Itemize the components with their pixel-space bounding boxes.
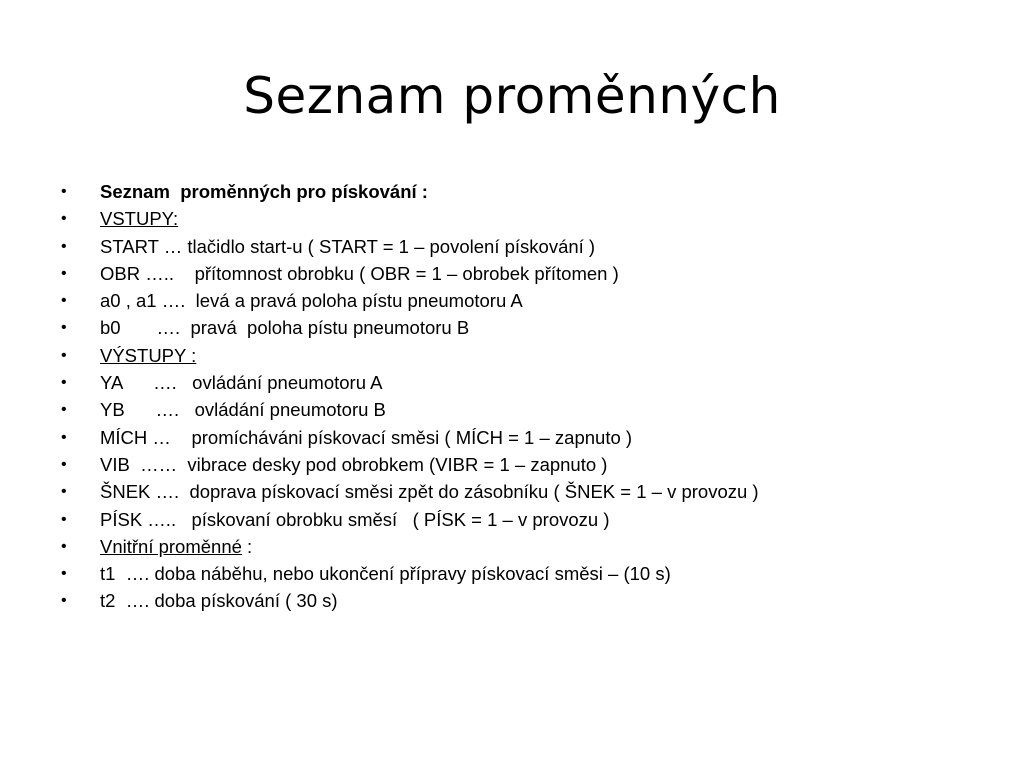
list-item-text: START … tlačidlo start-u ( START = 1 – povolení pískování ): [100, 235, 596, 257]
bullet-icon: •: [61, 319, 67, 337]
bullet-list: [0, 178, 1024, 615]
bullet-icon: •: [61, 183, 67, 200]
list-item-text: t1 …. doba náběhu, nebo ukončení přípravy pískovací směsi – (10 s): [100, 563, 671, 585]
list-item: [0, 260, 1024, 287]
bullet-icon: •: [61, 292, 67, 310]
bullet-icon: •: [61, 428, 67, 446]
bullet-icon: •: [61, 537, 67, 555]
list-item: [0, 533, 1024, 560]
slide-title: Seznam proměnných: [243, 67, 781, 125]
list-item: [0, 560, 1024, 587]
bullet-icon: •: [61, 401, 67, 419]
list-item-text: t2 …. doba pískování ( 30 s): [100, 590, 338, 612]
list-item-text: ŠNEK …. doprava pískovací směsi zpět do zásobníku ( ŠNEK = 1 – v provozu ): [100, 481, 759, 503]
list-item: [0, 587, 1024, 614]
list-item: [0, 314, 1024, 341]
section-heading-outputs: VÝSTUPY :: [100, 344, 197, 366]
bullet-icon: •: [61, 264, 67, 282]
list-item-text: OBR ….. přítomnost obrobku ( OBR = 1 – obrobek přítomen ): [100, 262, 619, 284]
list-item: [0, 506, 1024, 533]
list-item-text: a0 , a1 …. levá a pravá poloha pístu pneumotoru A: [100, 290, 523, 312]
bullet-icon: •: [61, 592, 67, 610]
list-item: [0, 396, 1024, 423]
bullet-icon: •: [61, 346, 67, 364]
list-item: [0, 451, 1024, 478]
list-item-text: VIB …… vibrace desky pod obrobkem (VIBR = 1 – zapnuto ): [100, 453, 608, 475]
section-heading-internal-wrap: [100, 533, 252, 560]
list-item: [0, 369, 1024, 396]
section-heading-internal: Vnitřní proměnné: [100, 535, 242, 557]
list-item: [0, 342, 1024, 369]
bullet-icon: •: [61, 565, 67, 583]
section-heading-inputs: VSTUPY:: [100, 208, 179, 230]
list-item-text: Seznam proměnných pro pískování :: [100, 181, 428, 202]
bullet-icon: •: [61, 210, 67, 228]
list-item: [0, 478, 1024, 505]
bullet-icon: •: [61, 455, 67, 473]
bullet-icon: •: [61, 510, 67, 528]
list-item-text: YB …. ovládání pneumotoru B: [100, 399, 386, 421]
list-item: [0, 424, 1024, 451]
list-item: [0, 205, 1024, 232]
section-heading-suffix: :: [241, 535, 253, 557]
list-item: [0, 287, 1024, 314]
list-item: [0, 233, 1024, 260]
list-item-text: PÍSK ….. pískovaní obrobku směsí ( PÍSK = 1 – v provozu ): [100, 508, 610, 530]
bullet-icon: •: [61, 483, 67, 501]
list-item: [0, 178, 1024, 205]
bullet-icon: •: [61, 374, 67, 392]
list-item-text: YA …. ovládání pneumotoru A: [100, 372, 383, 394]
bullet-icon: •: [61, 237, 67, 255]
list-item-text: b0 …. pravá poloha pístu pneumotoru B: [100, 317, 470, 339]
list-item-text: MÍCH … promícháváni pískovací směsi ( MÍCH = 1 – zapnuto ): [100, 426, 633, 448]
